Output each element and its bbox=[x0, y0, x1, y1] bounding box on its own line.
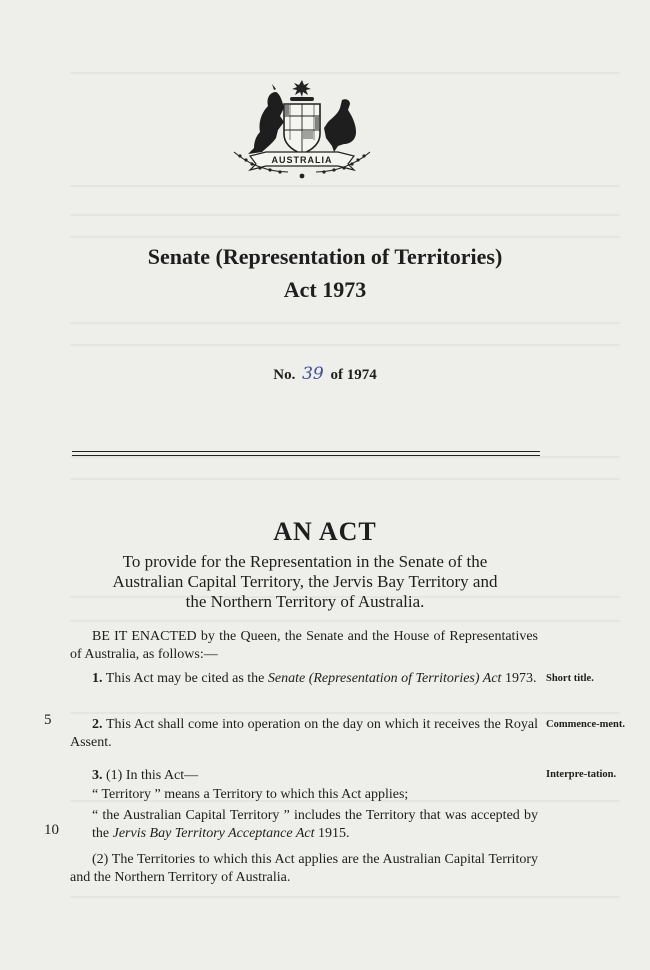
long-title bbox=[70, 552, 540, 612]
crest-banner: AUSTRALIA bbox=[271, 155, 333, 165]
section-number: 1. bbox=[92, 671, 103, 686]
an-act-heading: AN ACT bbox=[273, 517, 377, 546]
long-title-line: the Northern Territory of Australia. bbox=[185, 592, 425, 611]
section-3-subsection-2: (2) The Territories to which this Act applies are the Australian Capital Territory and the Northern Territory of Australia. bbox=[70, 852, 538, 885]
act-number bbox=[0, 364, 650, 384]
long-title-line: To provide for the Representation in the Senate of the bbox=[122, 552, 488, 571]
section-2: 2. This Act shall come into operation on the day on which it receives the Royal Assent. bbox=[70, 717, 538, 750]
line-number: 5 bbox=[44, 712, 52, 728]
act-number-handwritten: 39 bbox=[302, 364, 324, 384]
section-number: 3. bbox=[92, 768, 103, 783]
line-number: 10 bbox=[44, 822, 59, 838]
definition-act: “ the Australian Capital Territory ” includes the Territory that was accepted by the Jervis Bay Territory Acceptance Act 1915. bbox=[92, 808, 538, 841]
act-title-line2: Act 1973 bbox=[283, 277, 367, 302]
long-title-line: Australian Capital Territory, the Jervis Bay Territory and bbox=[112, 572, 498, 591]
margin-note-short-title: Short title. bbox=[546, 673, 594, 684]
coat-of-arms-icon bbox=[228, 80, 376, 180]
rule-bottom bbox=[72, 455, 540, 456]
act-number-suffix: of 1974 bbox=[330, 367, 377, 383]
rule-top bbox=[72, 451, 540, 452]
enacting-clause: BE IT ENACTED by the Queen, the Senate and the House of Representatives of Australia, as follows:— bbox=[70, 629, 538, 662]
definition-territory: “ Territory ” means a Territory to which this Act applies; bbox=[92, 787, 409, 802]
section-3: 3. (1) In this Act— bbox=[92, 768, 199, 783]
section-number: 2. bbox=[92, 717, 103, 732]
section-1: 1. This Act may be cited as the Senate (Representation of Territories) Act 1973. bbox=[92, 671, 537, 686]
margin-note-commencement: Commence-ment. bbox=[546, 719, 626, 730]
act-title-line1: Senate (Representation of Territories) bbox=[147, 244, 503, 269]
margin-note-interpretation: Interpre-tation. bbox=[546, 769, 617, 780]
act-number-prefix: No. bbox=[273, 367, 296, 383]
